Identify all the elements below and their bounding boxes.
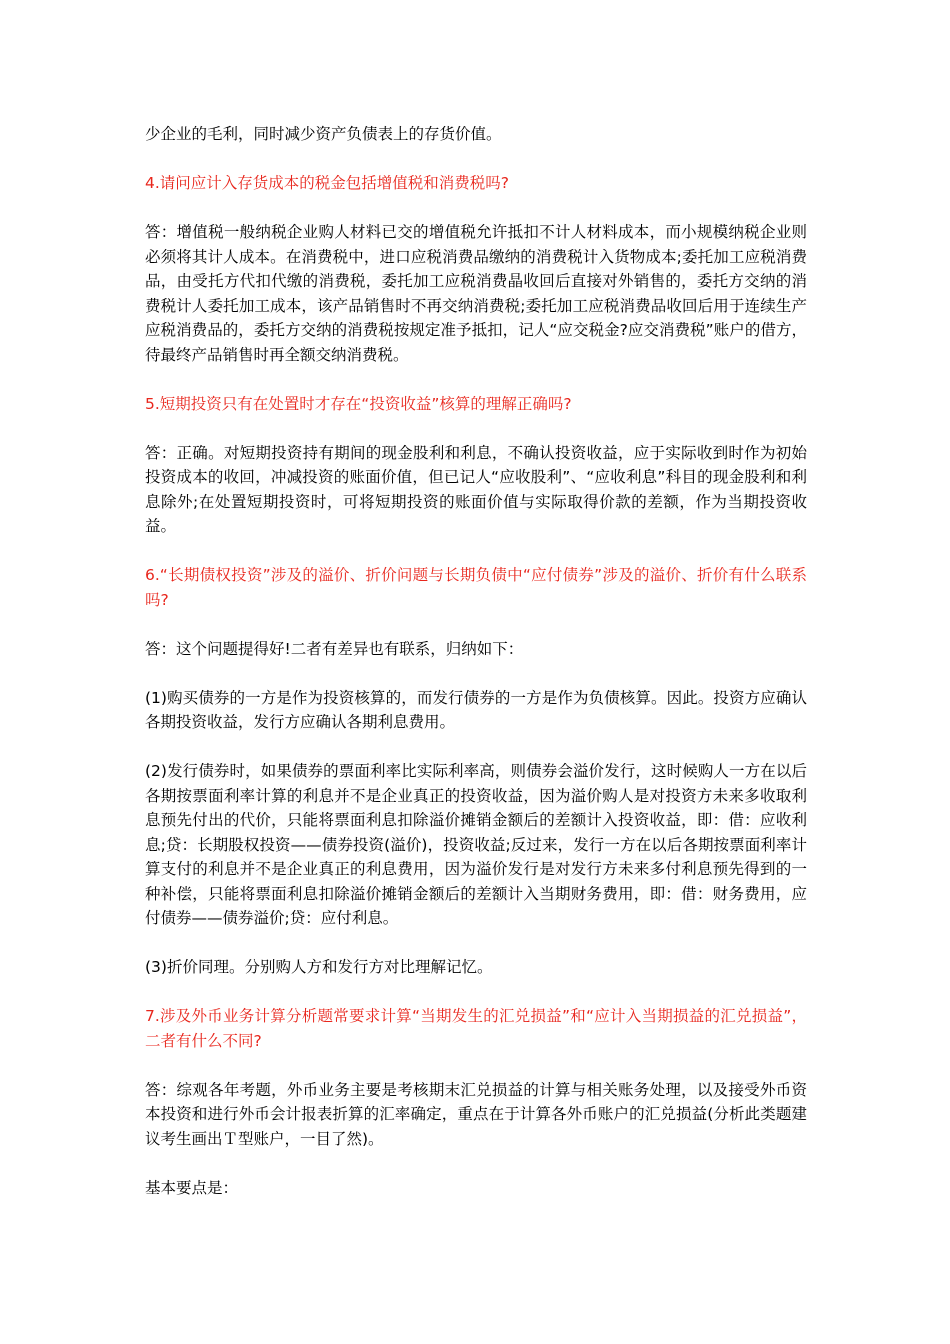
answer-paragraph-6-point-1: (1)购买债券的一方是作为投资核算的，而发行债券的一方是作为负债核算。因此。投资方应确认各期投资收益，发行方应确认各期利息费用。	[145, 688, 807, 731]
answer-paragraph-5: 答：正确。对短期投资持有期间的现金股利和利息，不确认投资收益，应于实际收到时作为初始投资成本的收回，冲减投资的账面价值，但已记人“应收股利”、“应收利息”科目的现金股利和利息除外;在处置短期投资时，可将短期投资的账面价值与实际取得价款的差额，作为当期投资收益。	[145, 443, 807, 535]
question-heading-5: 5.短期投资只有在处置时才存在“投资收益”核算的理解正确吗?	[145, 394, 572, 413]
answer-paragraph-4: 答：增值税一般纳税企业购人材料已交的增值税允许抵扣不计人材料成本，而小规模纳税企业则必须将其计人成本。在消费税中，进口应税消费品缴纳的消费税计入货物成本;委托加工应税消费品，由受托方代扣代缴的消费税，委托加工应税消费晶收回后直接对外销售的，委托方交纳的消费税计人委托加工成本，该产品销售时不再交纳消费税;委托加工应税消费品收回后用于连续生产应税消费品的，委托方交纳的消费税按规定准予抵扣，记人“应交税金?应交消费税”账户的借方，待最终产品销售时再全额交纳消费税。	[145, 223, 807, 364]
key-points-label: 基本要点是：	[145, 1178, 239, 1197]
paragraph-continuation: 少企业的毛利，同时减少资产负债表上的存货价值。	[145, 125, 502, 143]
question-heading-6: 6.“长期债权投资”涉及的溢价、折价问题与长期负债中“应付债券”涉及的溢价、折价有什么联系吗?	[145, 566, 807, 609]
answer-paragraph-6-intro: 答：这个问题提得好!二者有差异也有联系，归纳如下：	[145, 639, 524, 658]
answer-paragraph-6-point-3: (3)折价同理。分别购人方和发行方对比理解记忆。	[145, 958, 493, 976]
document-page	[145, 122, 807, 1225]
question-heading-4: 4.请问应计入存货成本的税金包括增值税和消费税吗?	[145, 174, 510, 192]
question-heading-7: 7.涉及外币业务计算分析题常要求计算“当期发生的汇兑损益”和“应计入当期损益的汇兑损益”，二者有什么不同?	[145, 1007, 807, 1050]
answer-paragraph-6-point-2: (2)发行债券时，如果债券的票面利率比实际利率高，则债券会溢价发行，这时候购人一方在以后各期按票面利率计算的利息并不是企业真正的投资收益，因为溢价购人是对投资方未来多收取利息预先付出的代价，只能将票面利息扣除溢价摊销金额后的差额计入投资收益，即：借：应收利息;贷：长期股权投资——债券投资(溢价)，投资收益;反过来，发行一方在以后各期按票面利率计算支付的利息并不是企业真正的利息费用，因为溢价发行是对发行方未来多付利息预先得到的一种补偿，只能将票面利息扣除溢价摊销金额后的差额计入当期财务费用，即：借：财务费用，应付债券——债券溢价;贷：应付利息。	[145, 762, 807, 927]
answer-paragraph-7: 答：综观各年考题，外币业务主要是考核期末汇兑损益的计算与相关账务处理，以及接受外币资本投资和进行外币会计报表折算的汇率确定，重点在于计算各外币账户的汇兑损益(分析此类题建议考生画出Ｔ型账户，一目了然)。	[145, 1080, 807, 1148]
